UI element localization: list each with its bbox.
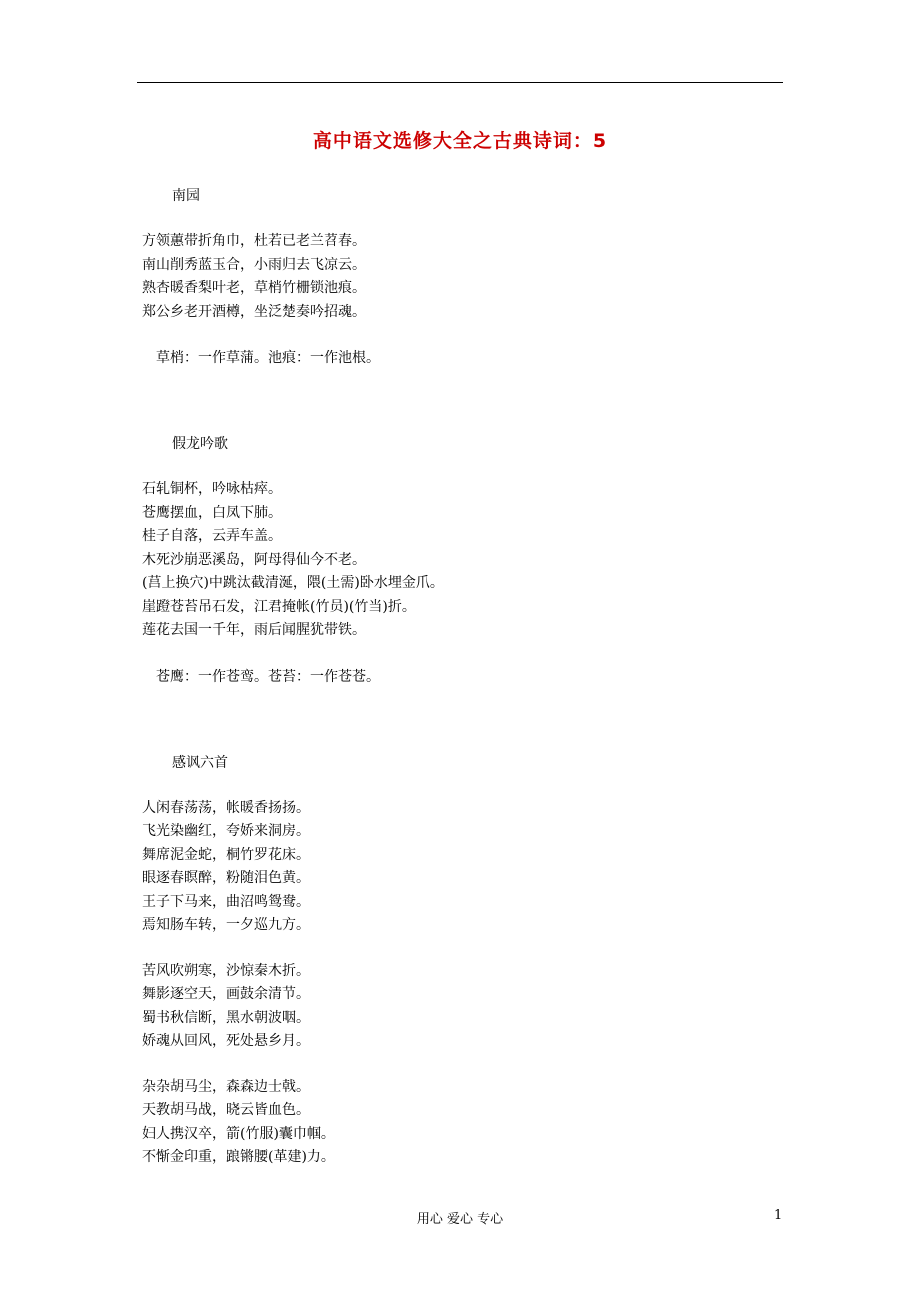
- poem: [142, 184, 782, 370]
- document-title: 高中语文选修大全之古典诗词：5: [312, 130, 608, 152]
- poem-line: 妇人携汉卒，箭(竹服)囊巾帼。: [142, 1125, 335, 1142]
- poem-line: 桂子自落，云弄车盖。: [142, 528, 282, 544]
- poem-title: 南园: [172, 188, 200, 204]
- poem-title: 假龙吟歌: [172, 436, 228, 452]
- poem-line: 眼逐春瞑醉，粉随泪色黄。: [142, 870, 310, 886]
- poem-line: 飞光染幽红，夸娇来洞房。: [142, 823, 310, 839]
- poem: [142, 751, 782, 1170]
- poem-line: 蜀书秋信断，黑水朝波咽。: [142, 1009, 310, 1026]
- poem-stanza: [142, 1076, 782, 1170]
- poem-line: 王子下马来，曲沼鸣鸳鸯。: [142, 893, 310, 910]
- poem-line: 崖蹬苍苔吊石发，江君掩帐(竹员)(竹当)折。: [142, 598, 416, 615]
- poem-line: 天教胡马战，晓云皆血色。: [142, 1102, 310, 1118]
- poem-line: 南山削秀蓝玉合，小雨归去飞凉云。: [142, 256, 366, 273]
- page-number: 1: [774, 1208, 783, 1223]
- poem: [142, 432, 782, 689]
- poem-line: 人闲春荡荡，帐暖香扬扬。: [142, 799, 310, 816]
- poem-line: 苍鹰摆血，白凤下肺。: [142, 504, 282, 521]
- poem-title: 感讽六首: [172, 754, 228, 771]
- poem-stanza: [142, 960, 782, 1054]
- poem-note: 苍鹰：一作苍鸾。苍苔：一作苍苍。: [156, 668, 380, 685]
- poem-note: 草梢：一作草蒲。池痕：一作池根。: [156, 350, 380, 366]
- poem-line: 莲花去国一千年，雨后闻腥犹带铁。: [142, 622, 366, 638]
- poem-line: (莒上换穴)中跳汰截清涎，隈(土需)卧水埋金爪。: [142, 575, 444, 591]
- poem-line: 舞影逐空天，画鼓余清节。: [142, 986, 310, 1002]
- poem-line: 方领蕙带折角巾，杜若已老兰苕春。: [142, 233, 366, 249]
- poem-line: 苦风吹朔寒，沙惊秦木折。: [142, 962, 310, 979]
- poem-line: 舞席泥金蛇，桐竹罗花床。: [142, 846, 310, 863]
- header-rule: [137, 82, 783, 83]
- poem-stanza: [142, 797, 782, 938]
- poem-line: 杂杂胡马尘，森森边士戟。: [142, 1078, 310, 1095]
- poem-line: 石轧铜杯，吟咏枯瘁。: [142, 481, 282, 497]
- poem-line: 焉知肠车转，一夕巡九方。: [142, 917, 310, 933]
- poem-line: 郑公乡老开酒樽，坐泛楚奏吟招魂。: [142, 303, 366, 320]
- footer-motto: 用心 爱心 专心: [416, 1212, 504, 1227]
- poem-line: 娇魂从回风，死处悬乡月。: [142, 1033, 310, 1049]
- poem-line: 熟杏暖香梨叶老，草梢竹栅锁池痕。: [142, 280, 366, 296]
- poem-stanza: [142, 478, 782, 643]
- document-body: [142, 184, 782, 1170]
- poem-stanza: [142, 230, 782, 324]
- poem-line: 不惭金印重，踉锵腰(革建)力。: [142, 1149, 335, 1165]
- poem-line: 木死沙崩恶溪岛，阿母得仙今不老。: [142, 551, 366, 568]
